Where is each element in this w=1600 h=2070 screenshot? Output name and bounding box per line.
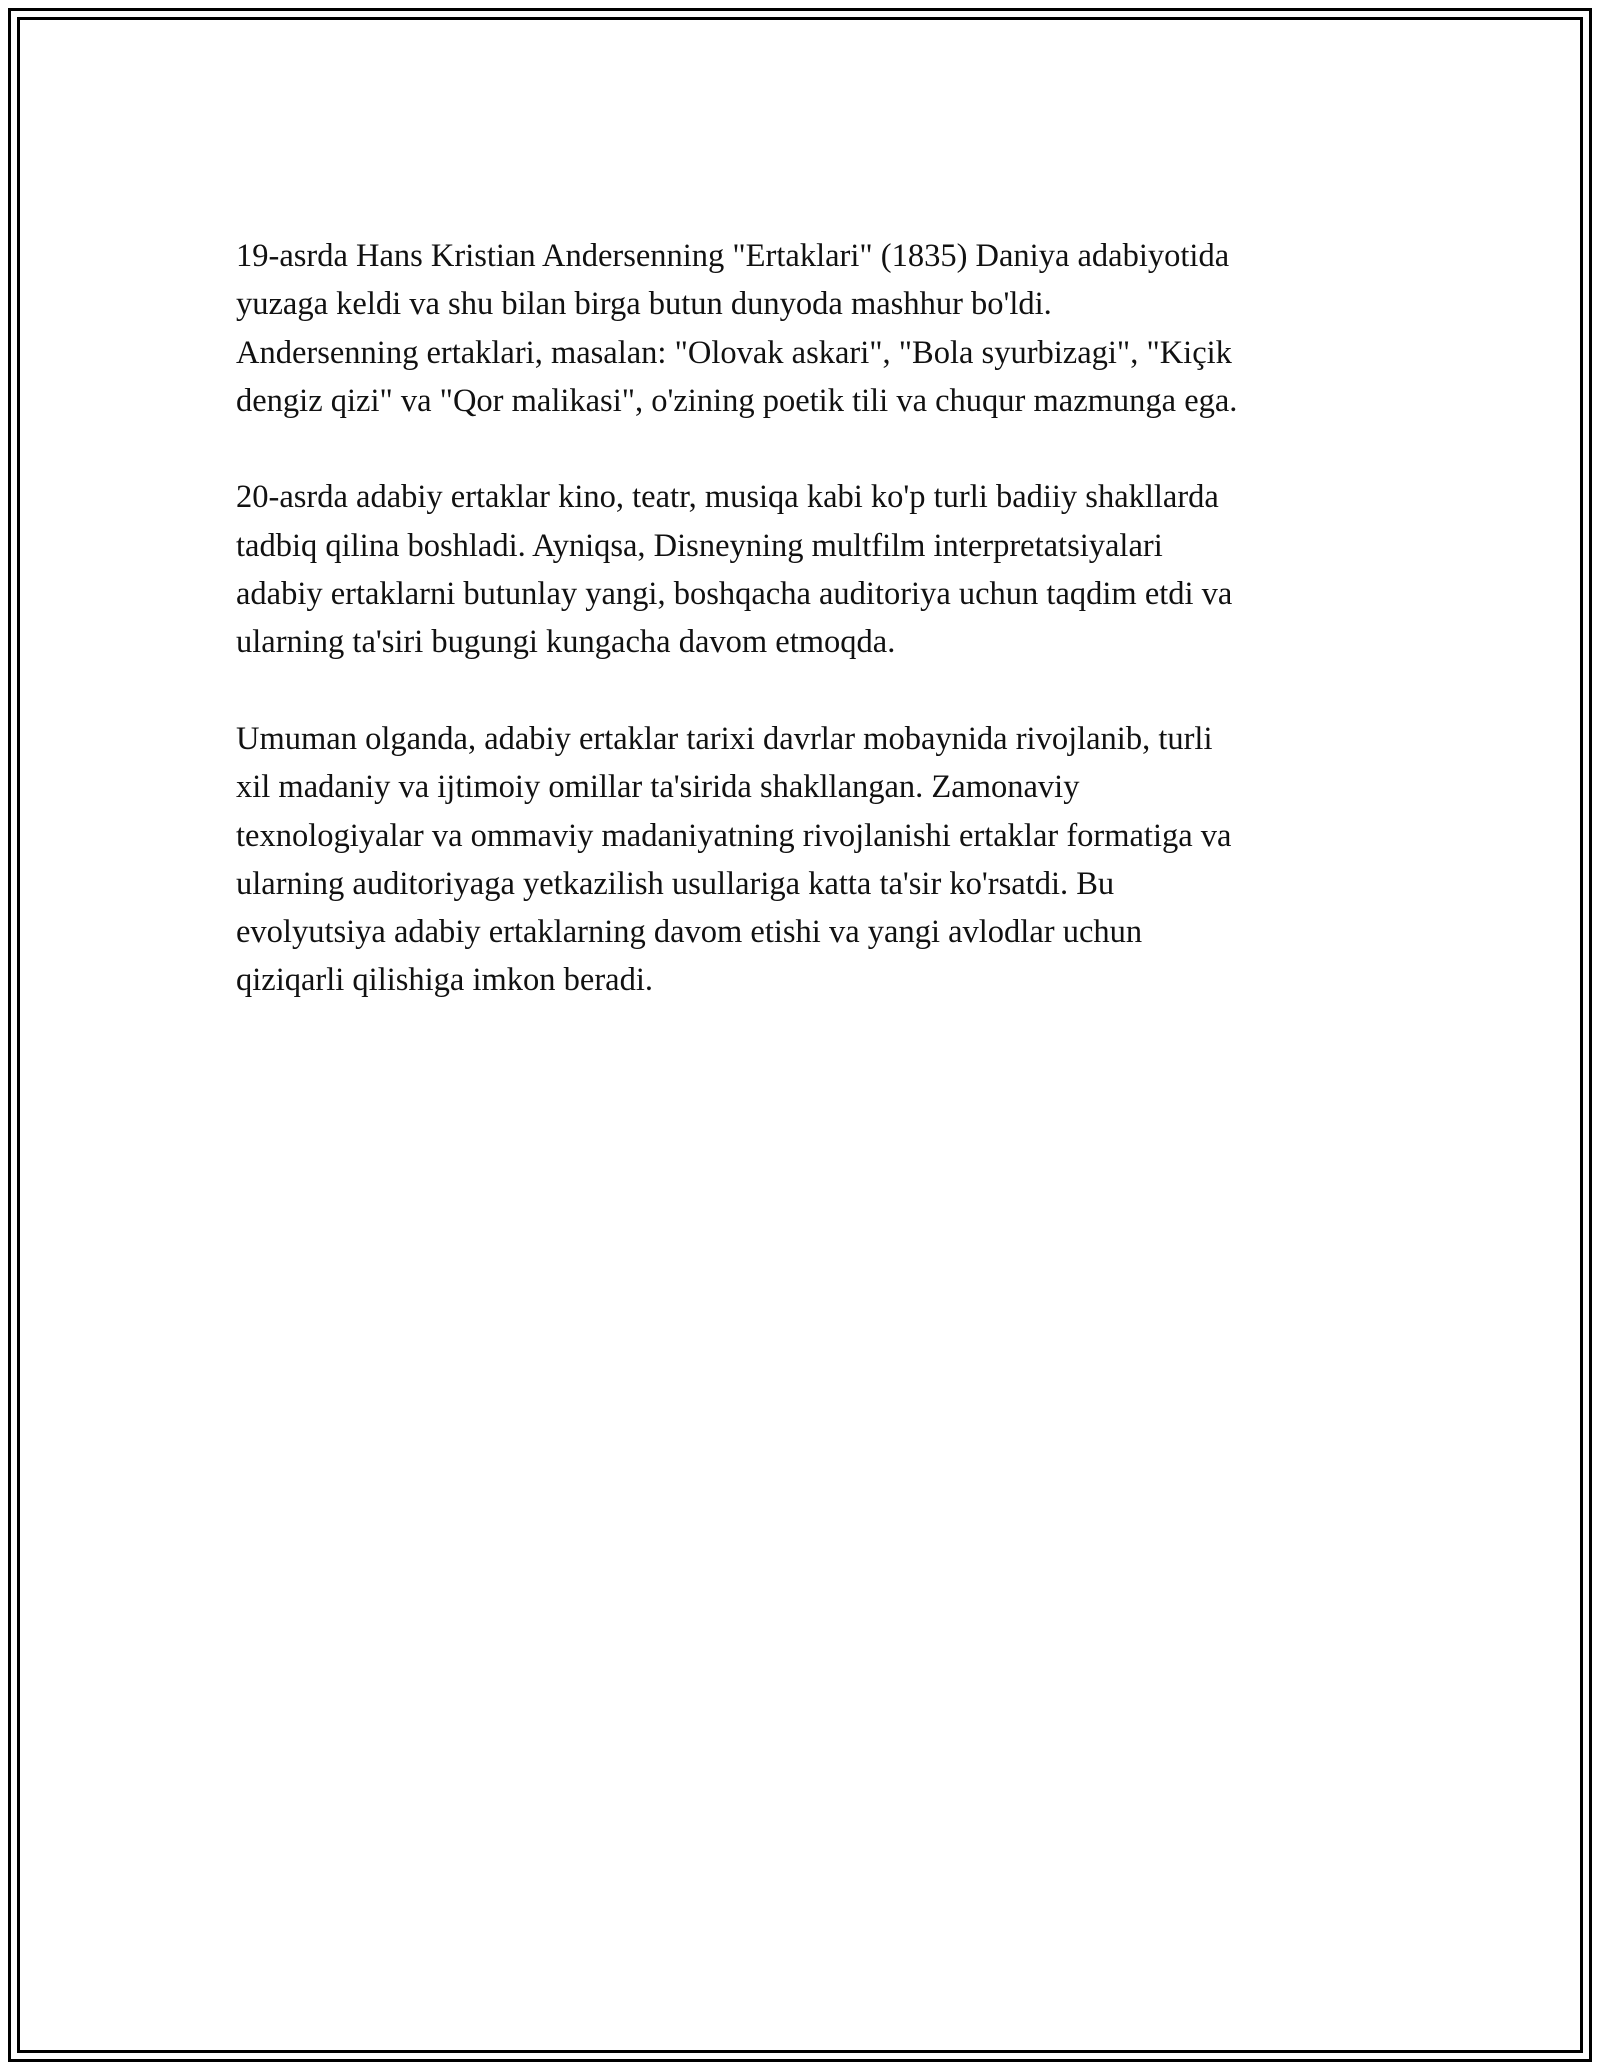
text-line: 20-asrda adabiy ertaklar kino, teatr, musiqa kabi ko'p turli badiiy shakllarda [236,479,1219,516]
text-line: Andersenning ertaklari, masalan: "Olovak askari", "Bola syurbizagi", "Kiçik [236,334,1232,371]
paragraph-andersen [236,232,1376,425]
text-line: tadbiq qilina boshladi. Ayniqsa, Disneyning multfilm interpretatsiyalari [236,527,1163,564]
paragraph-summary [236,715,1376,1005]
paragraph-20th-century [236,473,1376,666]
text-line: adabiy ertaklarni butunlay yangi, boshqacha auditoriya uchun taqdim etdi va [236,576,1233,613]
text-line: dengiz qizi" va "Qor malikasi", o'zining poetik tili va chuqur mazmunga ega. [236,382,1238,419]
text-line: ularning auditoriyaga yetkazilish usullariga katta ta'sir ko'rsatdi. Bu [236,865,1115,902]
document-body [236,232,1376,1053]
text-line: xil madaniy va ijtimoiy omillar ta'sirida shakllangan. Zamonaviy [236,769,1080,806]
text-line: 19-asrda Hans Kristian Andersenning "Ertaklari" (1835) Daniya adabiyotida [236,238,1230,274]
text-line: yuzaga keldi va shu bilan birga butun dunyoda mashhur bo'ldi. [236,286,1052,323]
text-line: evolyutsiya adabiy ertaklarning davom etishi va yangi avlodlar uchun [236,914,1143,951]
text-line: texnologiyalar va ommaviy madaniyatning rivojlanishi ertaklar formatiga va [236,817,1232,854]
text-line: qiziqarli qilishiga imkon beradi. [236,962,653,999]
text-line: Umuman olganda, adabiy ertaklar tarixi davrlar mobaynida rivojlanib, turli [236,720,1213,757]
text-line: ularning ta'siri bugungi kungacha davom etmoqda. [236,624,896,661]
